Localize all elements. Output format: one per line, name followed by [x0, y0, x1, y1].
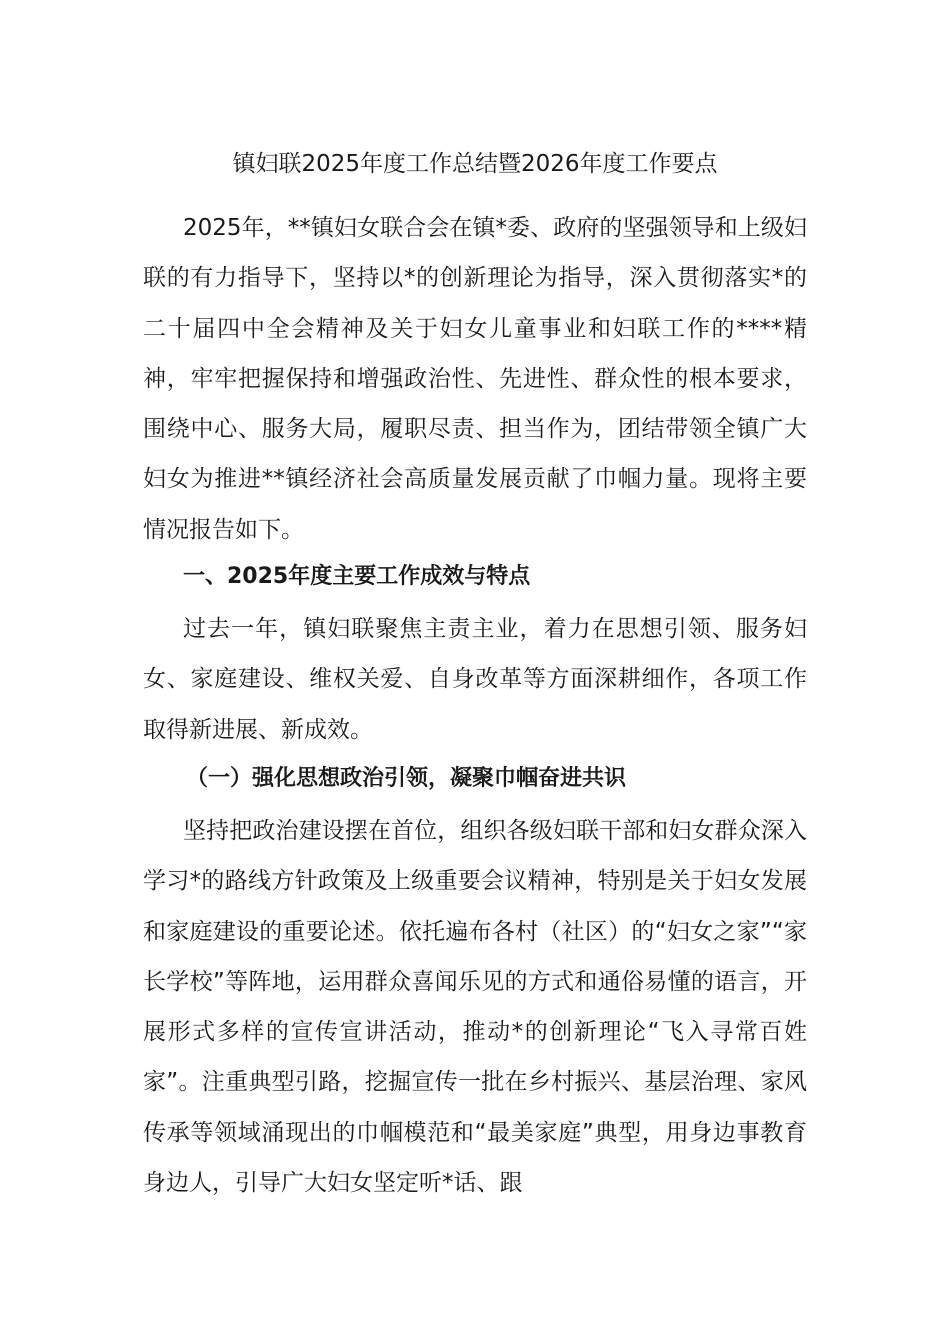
- document-title: 镇妇联2025年度工作总结暨2026年度工作要点: [232, 151, 718, 177]
- section-paragraph: 过去一年，镇妇联聚焦主责主业，着力在思想引领、服务妇女、家庭建设、维权关爱、自身改革等方面深耕细作，各项工作取得新进展、新成效。: [143, 616, 807, 743]
- subsection-heading: （一）强化思想政治引领，凝聚巾帼奋进共识: [186, 766, 627, 791]
- intro-paragraph: 2025年，**镇妇女联合会在镇*委、政府的坚强领导和上级妇联的有力指导下，坚持以*的创新理论为指导，深入贯彻落实*的二十届四中全会精神及关于妇女儿童事业和妇联工作的****精神，牢牢把握保持和增强政治性、先进性、群众性的根本要求，围绕中心、服务大局，履职尽责、担当作为，团结带领全镇广大妇女为推进**镇经济社会高质量发展贡献了巾帼力量。现将主要情况报告如下。: [143, 215, 807, 543]
- subsection-paragraph: 坚持把政治建设摆在首位，组织各级妇联干部和妇女群众深入学习*的路线方针政策及上级重要会议精神，特别是关于妇女发展和家庭建设的重要论述。依托遍布各村（社区）的“妇女之家”“家长学校”等阵地，运用群众喜闻乐见的方式和通俗易懂的语言，开展形式多样的宣传宣讲活动，推动*的创新理论“飞入寻常百姓家”。注重典型引路，挖掘宣传一批在乡村振兴、基层治理、家风传承等领域涌现出的巾帼模范和“最美家庭”典型，用身边事教育身边人，引导广大妇女坚定听*话、跟: [143, 818, 807, 1197]
- section-heading: 一、2025年度主要工作成效与特点: [183, 564, 531, 589]
